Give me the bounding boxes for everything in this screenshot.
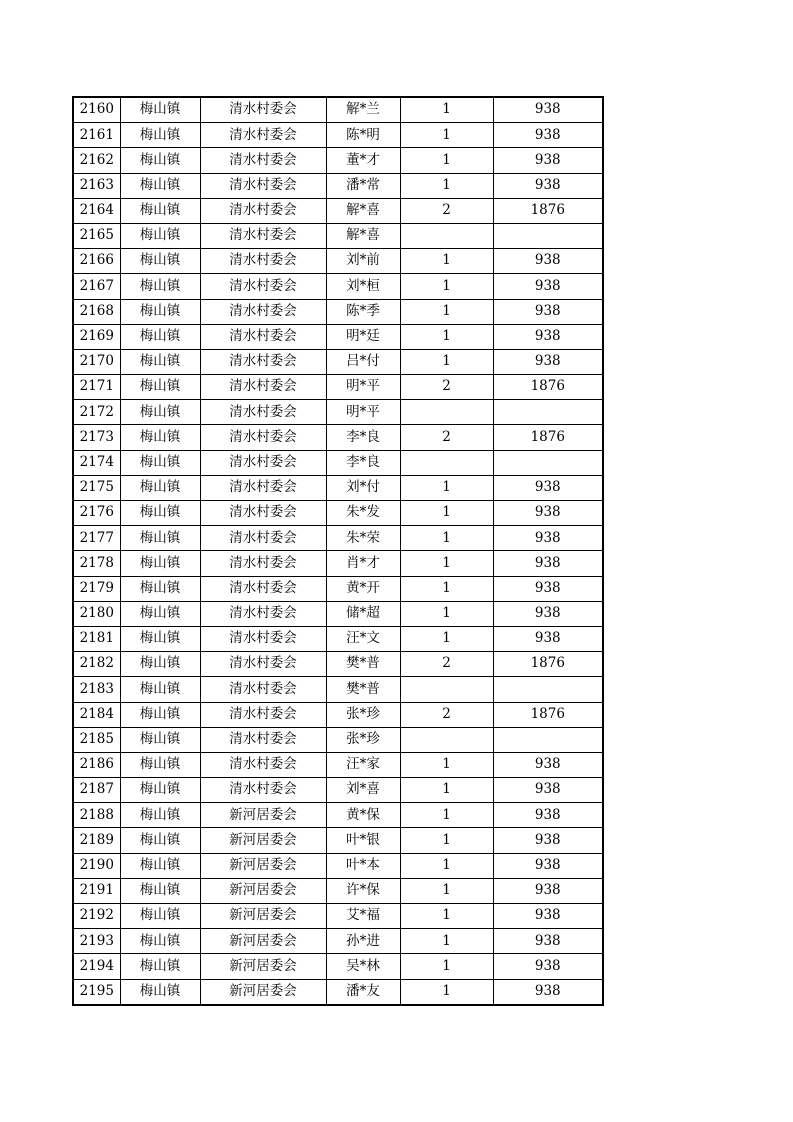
name-cell: 吴*林 bbox=[326, 954, 400, 979]
name-cell: 刘*前 bbox=[326, 249, 400, 274]
amount-cell: 938 bbox=[493, 752, 603, 777]
village-committee-cell: 清水村委会 bbox=[200, 601, 326, 626]
serial-number-cell: 2162 bbox=[73, 148, 120, 173]
amount-cell: 938 bbox=[493, 929, 603, 954]
name-cell: 汪*文 bbox=[326, 626, 400, 651]
count-cell bbox=[400, 223, 493, 248]
name-cell: 明*平 bbox=[326, 400, 400, 425]
town-cell: 梅山镇 bbox=[120, 954, 200, 979]
amount-cell: 938 bbox=[493, 249, 603, 274]
name-cell: 张*珍 bbox=[326, 702, 400, 727]
serial-number-cell: 2185 bbox=[73, 727, 120, 752]
serial-number-cell: 2171 bbox=[73, 375, 120, 400]
serial-number-cell: 2160 bbox=[73, 97, 120, 123]
count-cell: 1 bbox=[400, 626, 493, 651]
table-row bbox=[73, 778, 603, 803]
amount-cell bbox=[493, 400, 603, 425]
town-cell: 梅山镇 bbox=[120, 702, 200, 727]
count-cell: 1 bbox=[400, 576, 493, 601]
table-row bbox=[73, 626, 603, 651]
town-cell: 梅山镇 bbox=[120, 299, 200, 324]
village-committee-cell: 清水村委会 bbox=[200, 475, 326, 500]
name-cell: 陈*季 bbox=[326, 299, 400, 324]
serial-number-cell: 2161 bbox=[73, 123, 120, 148]
village-committee-cell: 清水村委会 bbox=[200, 652, 326, 677]
town-cell: 梅山镇 bbox=[120, 148, 200, 173]
name-cell: 陈*明 bbox=[326, 123, 400, 148]
serial-number-cell: 2177 bbox=[73, 526, 120, 551]
count-cell: 1 bbox=[400, 601, 493, 626]
serial-number-cell: 2167 bbox=[73, 274, 120, 299]
amount-cell bbox=[493, 223, 603, 248]
serial-number-cell: 2165 bbox=[73, 223, 120, 248]
village-committee-cell: 清水村委会 bbox=[200, 400, 326, 425]
serial-number-cell: 2178 bbox=[73, 551, 120, 576]
name-cell: 解*喜 bbox=[326, 198, 400, 223]
amount-cell: 938 bbox=[493, 526, 603, 551]
table-row bbox=[73, 173, 603, 198]
amount-cell: 938 bbox=[493, 601, 603, 626]
serial-number-cell: 2176 bbox=[73, 501, 120, 526]
count-cell: 1 bbox=[400, 954, 493, 979]
village-committee-cell: 清水村委会 bbox=[200, 148, 326, 173]
table-row bbox=[73, 954, 603, 979]
town-cell: 梅山镇 bbox=[120, 475, 200, 500]
table-row bbox=[73, 677, 603, 702]
village-committee-cell: 清水村委会 bbox=[200, 198, 326, 223]
amount-cell: 938 bbox=[493, 349, 603, 374]
amount-cell: 938 bbox=[493, 979, 603, 1005]
table-row bbox=[73, 878, 603, 903]
serial-number-cell: 2180 bbox=[73, 601, 120, 626]
village-committee-cell: 清水村委会 bbox=[200, 450, 326, 475]
town-cell: 梅山镇 bbox=[120, 223, 200, 248]
table-row bbox=[73, 828, 603, 853]
village-committee-cell: 新河居委会 bbox=[200, 853, 326, 878]
name-cell: 董*才 bbox=[326, 148, 400, 173]
amount-cell: 1876 bbox=[493, 652, 603, 677]
town-cell: 梅山镇 bbox=[120, 526, 200, 551]
village-committee-cell: 清水村委会 bbox=[200, 501, 326, 526]
town-cell: 梅山镇 bbox=[120, 249, 200, 274]
table-row bbox=[73, 450, 603, 475]
village-committee-cell: 清水村委会 bbox=[200, 576, 326, 601]
count-cell: 2 bbox=[400, 375, 493, 400]
table-row bbox=[73, 551, 603, 576]
count-cell: 1 bbox=[400, 752, 493, 777]
town-cell: 梅山镇 bbox=[120, 324, 200, 349]
amount-cell: 938 bbox=[493, 324, 603, 349]
town-cell: 梅山镇 bbox=[120, 425, 200, 450]
serial-number-cell: 2186 bbox=[73, 752, 120, 777]
count-cell: 1 bbox=[400, 828, 493, 853]
town-cell: 梅山镇 bbox=[120, 198, 200, 223]
count-cell: 2 bbox=[400, 652, 493, 677]
amount-cell: 938 bbox=[493, 551, 603, 576]
name-cell: 李*良 bbox=[326, 450, 400, 475]
table-row bbox=[73, 375, 603, 400]
village-committee-cell: 清水村委会 bbox=[200, 778, 326, 803]
count-cell: 1 bbox=[400, 979, 493, 1005]
table-row bbox=[73, 652, 603, 677]
town-cell: 梅山镇 bbox=[120, 778, 200, 803]
serial-number-cell: 2172 bbox=[73, 400, 120, 425]
table-row bbox=[73, 752, 603, 777]
name-cell: 刘*桓 bbox=[326, 274, 400, 299]
serial-number-cell: 2192 bbox=[73, 904, 120, 929]
amount-cell: 938 bbox=[493, 954, 603, 979]
count-cell: 1 bbox=[400, 249, 493, 274]
town-cell: 梅山镇 bbox=[120, 752, 200, 777]
table-row bbox=[73, 324, 603, 349]
amount-cell: 1876 bbox=[493, 425, 603, 450]
table-row bbox=[73, 853, 603, 878]
name-cell: 叶*本 bbox=[326, 853, 400, 878]
amount-cell: 1876 bbox=[493, 702, 603, 727]
amount-cell: 1876 bbox=[493, 375, 603, 400]
serial-number-cell: 2181 bbox=[73, 626, 120, 651]
name-cell: 潘*常 bbox=[326, 173, 400, 198]
count-cell: 1 bbox=[400, 349, 493, 374]
serial-number-cell: 2184 bbox=[73, 702, 120, 727]
name-cell: 樊*普 bbox=[326, 677, 400, 702]
serial-number-cell: 2173 bbox=[73, 425, 120, 450]
count-cell: 1 bbox=[400, 173, 493, 198]
village-committee-cell: 清水村委会 bbox=[200, 375, 326, 400]
count-cell bbox=[400, 677, 493, 702]
count-cell: 1 bbox=[400, 123, 493, 148]
town-cell: 梅山镇 bbox=[120, 626, 200, 651]
village-committee-cell: 清水村委会 bbox=[200, 677, 326, 702]
village-committee-cell: 清水村委会 bbox=[200, 249, 326, 274]
count-cell: 1 bbox=[400, 904, 493, 929]
town-cell: 梅山镇 bbox=[120, 677, 200, 702]
amount-cell: 938 bbox=[493, 828, 603, 853]
town-cell: 梅山镇 bbox=[120, 904, 200, 929]
village-committee-cell: 清水村委会 bbox=[200, 551, 326, 576]
count-cell: 2 bbox=[400, 425, 493, 450]
serial-number-cell: 2164 bbox=[73, 198, 120, 223]
village-committee-cell: 清水村委会 bbox=[200, 349, 326, 374]
amount-cell: 938 bbox=[493, 97, 603, 123]
count-cell: 1 bbox=[400, 299, 493, 324]
amount-cell: 938 bbox=[493, 299, 603, 324]
table-row bbox=[73, 425, 603, 450]
name-cell: 孙*进 bbox=[326, 929, 400, 954]
serial-number-cell: 2188 bbox=[73, 803, 120, 828]
name-cell: 汪*家 bbox=[326, 752, 400, 777]
serial-number-cell: 2179 bbox=[73, 576, 120, 601]
village-committee-cell: 清水村委会 bbox=[200, 223, 326, 248]
amount-cell: 938 bbox=[493, 904, 603, 929]
name-cell: 解*兰 bbox=[326, 97, 400, 123]
town-cell: 梅山镇 bbox=[120, 375, 200, 400]
village-committee-cell: 新河居委会 bbox=[200, 828, 326, 853]
serial-number-cell: 2183 bbox=[73, 677, 120, 702]
town-cell: 梅山镇 bbox=[120, 601, 200, 626]
serial-number-cell: 2175 bbox=[73, 475, 120, 500]
amount-cell: 938 bbox=[493, 576, 603, 601]
town-cell: 梅山镇 bbox=[120, 979, 200, 1005]
serial-number-cell: 2170 bbox=[73, 349, 120, 374]
roster-table bbox=[72, 96, 604, 1006]
table-row bbox=[73, 979, 603, 1005]
count-cell: 1 bbox=[400, 526, 493, 551]
town-cell: 梅山镇 bbox=[120, 501, 200, 526]
name-cell: 张*珍 bbox=[326, 727, 400, 752]
name-cell: 刘*喜 bbox=[326, 778, 400, 803]
amount-cell: 938 bbox=[493, 148, 603, 173]
table-row bbox=[73, 702, 603, 727]
name-cell: 叶*银 bbox=[326, 828, 400, 853]
town-cell: 梅山镇 bbox=[120, 727, 200, 752]
village-committee-cell: 新河居委会 bbox=[200, 803, 326, 828]
amount-cell: 938 bbox=[493, 853, 603, 878]
town-cell: 梅山镇 bbox=[120, 123, 200, 148]
count-cell bbox=[400, 450, 493, 475]
amount-cell: 938 bbox=[493, 501, 603, 526]
town-cell: 梅山镇 bbox=[120, 450, 200, 475]
name-cell: 明*廷 bbox=[326, 324, 400, 349]
village-committee-cell: 清水村委会 bbox=[200, 123, 326, 148]
table-row bbox=[73, 727, 603, 752]
table-row bbox=[73, 803, 603, 828]
table-row bbox=[73, 349, 603, 374]
serial-number-cell: 2190 bbox=[73, 853, 120, 878]
table-row bbox=[73, 501, 603, 526]
serial-number-cell: 2168 bbox=[73, 299, 120, 324]
amount-cell bbox=[493, 450, 603, 475]
name-cell: 黄*保 bbox=[326, 803, 400, 828]
amount-cell: 938 bbox=[493, 803, 603, 828]
town-cell: 梅山镇 bbox=[120, 803, 200, 828]
table-row bbox=[73, 274, 603, 299]
amount-cell: 938 bbox=[493, 274, 603, 299]
count-cell: 1 bbox=[400, 274, 493, 299]
town-cell: 梅山镇 bbox=[120, 652, 200, 677]
village-committee-cell: 新河居委会 bbox=[200, 904, 326, 929]
count-cell: 1 bbox=[400, 475, 493, 500]
name-cell: 解*喜 bbox=[326, 223, 400, 248]
village-committee-cell: 清水村委会 bbox=[200, 173, 326, 198]
village-committee-cell: 新河居委会 bbox=[200, 979, 326, 1005]
table-row bbox=[73, 97, 603, 123]
village-committee-cell: 清水村委会 bbox=[200, 727, 326, 752]
count-cell: 1 bbox=[400, 853, 493, 878]
village-committee-cell: 清水村委会 bbox=[200, 274, 326, 299]
town-cell: 梅山镇 bbox=[120, 97, 200, 123]
serial-number-cell: 2182 bbox=[73, 652, 120, 677]
name-cell: 朱*荣 bbox=[326, 526, 400, 551]
count-cell: 1 bbox=[400, 148, 493, 173]
name-cell: 李*良 bbox=[326, 425, 400, 450]
count-cell bbox=[400, 727, 493, 752]
table-row bbox=[73, 148, 603, 173]
serial-number-cell: 2191 bbox=[73, 878, 120, 903]
count-cell bbox=[400, 400, 493, 425]
amount-cell: 938 bbox=[493, 123, 603, 148]
town-cell: 梅山镇 bbox=[120, 853, 200, 878]
table-row bbox=[73, 400, 603, 425]
table-row bbox=[73, 576, 603, 601]
count-cell: 1 bbox=[400, 878, 493, 903]
serial-number-cell: 2187 bbox=[73, 778, 120, 803]
town-cell: 梅山镇 bbox=[120, 551, 200, 576]
amount-cell: 1876 bbox=[493, 198, 603, 223]
amount-cell bbox=[493, 677, 603, 702]
roster-table-body bbox=[73, 97, 603, 1005]
table-row bbox=[73, 929, 603, 954]
village-committee-cell: 清水村委会 bbox=[200, 526, 326, 551]
town-cell: 梅山镇 bbox=[120, 274, 200, 299]
table-row bbox=[73, 475, 603, 500]
name-cell: 刘*付 bbox=[326, 475, 400, 500]
village-committee-cell: 清水村委会 bbox=[200, 299, 326, 324]
name-cell: 艾*福 bbox=[326, 904, 400, 929]
count-cell: 1 bbox=[400, 324, 493, 349]
amount-cell: 938 bbox=[493, 626, 603, 651]
village-committee-cell: 新河居委会 bbox=[200, 929, 326, 954]
name-cell: 潘*友 bbox=[326, 979, 400, 1005]
village-committee-cell: 清水村委会 bbox=[200, 752, 326, 777]
count-cell: 2 bbox=[400, 702, 493, 727]
amount-cell bbox=[493, 727, 603, 752]
serial-number-cell: 2194 bbox=[73, 954, 120, 979]
count-cell: 1 bbox=[400, 803, 493, 828]
name-cell: 肖*才 bbox=[326, 551, 400, 576]
table-row bbox=[73, 249, 603, 274]
count-cell: 1 bbox=[400, 501, 493, 526]
village-committee-cell: 新河居委会 bbox=[200, 954, 326, 979]
town-cell: 梅山镇 bbox=[120, 173, 200, 198]
serial-number-cell: 2163 bbox=[73, 173, 120, 198]
village-committee-cell: 新河居委会 bbox=[200, 878, 326, 903]
town-cell: 梅山镇 bbox=[120, 349, 200, 374]
table-row bbox=[73, 198, 603, 223]
village-committee-cell: 清水村委会 bbox=[200, 626, 326, 651]
name-cell: 黄*开 bbox=[326, 576, 400, 601]
serial-number-cell: 2166 bbox=[73, 249, 120, 274]
name-cell: 储*超 bbox=[326, 601, 400, 626]
table-row bbox=[73, 123, 603, 148]
table-row bbox=[73, 299, 603, 324]
count-cell: 1 bbox=[400, 97, 493, 123]
town-cell: 梅山镇 bbox=[120, 828, 200, 853]
town-cell: 梅山镇 bbox=[120, 878, 200, 903]
amount-cell: 938 bbox=[493, 475, 603, 500]
table-row bbox=[73, 904, 603, 929]
village-committee-cell: 清水村委会 bbox=[200, 425, 326, 450]
table-row bbox=[73, 601, 603, 626]
village-committee-cell: 清水村委会 bbox=[200, 97, 326, 123]
town-cell: 梅山镇 bbox=[120, 400, 200, 425]
village-committee-cell: 清水村委会 bbox=[200, 702, 326, 727]
serial-number-cell: 2169 bbox=[73, 324, 120, 349]
serial-number-cell: 2193 bbox=[73, 929, 120, 954]
town-cell: 梅山镇 bbox=[120, 929, 200, 954]
amount-cell: 938 bbox=[493, 778, 603, 803]
count-cell: 2 bbox=[400, 198, 493, 223]
name-cell: 吕*付 bbox=[326, 349, 400, 374]
count-cell: 1 bbox=[400, 778, 493, 803]
count-cell: 1 bbox=[400, 551, 493, 576]
name-cell: 许*保 bbox=[326, 878, 400, 903]
serial-number-cell: 2189 bbox=[73, 828, 120, 853]
name-cell: 樊*普 bbox=[326, 652, 400, 677]
serial-number-cell: 2174 bbox=[73, 450, 120, 475]
amount-cell: 938 bbox=[493, 173, 603, 198]
serial-number-cell: 2195 bbox=[73, 979, 120, 1005]
name-cell: 明*平 bbox=[326, 375, 400, 400]
village-committee-cell: 清水村委会 bbox=[200, 324, 326, 349]
table-row bbox=[73, 526, 603, 551]
count-cell: 1 bbox=[400, 929, 493, 954]
table-row bbox=[73, 223, 603, 248]
amount-cell: 938 bbox=[493, 878, 603, 903]
name-cell: 朱*发 bbox=[326, 501, 400, 526]
town-cell: 梅山镇 bbox=[120, 576, 200, 601]
